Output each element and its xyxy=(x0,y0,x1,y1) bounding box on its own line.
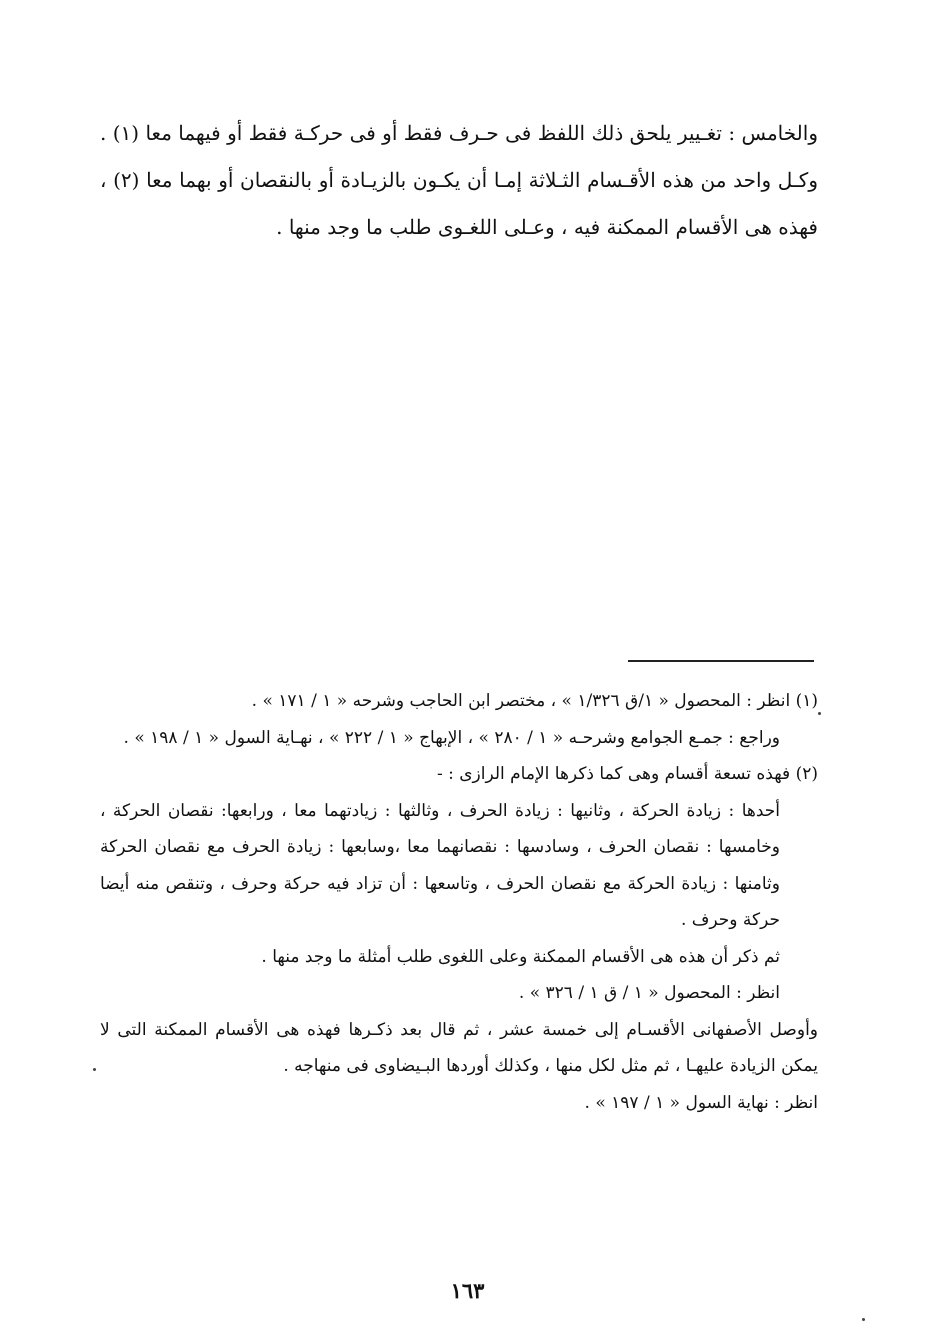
footnote-2-categories: أحدها : زيادة الحركة ، وثانيها : زيادة الحرف ، وثالثها : زيادتهما معا ، ورابعها: نقصان الحركة ، وخامسها : نقصان الحرف ، وسادسها : نقصانهما معا ،وسابعها : زيادة الحرف مع نقصان الحركة وثامنها : زيادة الحركة مع نقصان الحرف ، وتاسعها : أن تزاد فيه حركة وحرف ، وتنقص منه أيضا حركة وحرف . xyxy=(100,800,780,930)
footnote-1 xyxy=(100,683,818,756)
footnote-2 xyxy=(100,756,818,1121)
main-text xyxy=(100,110,818,251)
footnote-2-line: (٢) فهذه تسعة أقسام وهى كما ذكرها الإمام الرازى : - xyxy=(436,764,818,784)
footnote-2-reference: انظر : المحصول « ١ / ق ١ / ٣٢٦ » . xyxy=(518,983,780,1003)
footnote-2-remark: ثم ذكر أن هذه هى الأقسام الممكنة وعلى اللغوى طلب أمثلة ما وجد منها . xyxy=(261,946,780,967)
scan-speck xyxy=(818,712,821,715)
page-number: ١٦٣ xyxy=(450,1278,485,1303)
footnotes xyxy=(100,683,818,1121)
footnote-2-final-reference: انظر : نهاية السول « ١ / ١٩٧ » . xyxy=(584,1092,818,1113)
footnote-2-isfahani: وأوصل الأصفهانى الأقسـام إلى خمسة عشر ، ثم قال بعد ذكـرها فهذه هى الأقسام الممكنة التى لا يمكن الزيادة عليهـا ، ثم مثل لكل منها ، وكذلك أوردها البـيضاوى فى منهاجه . xyxy=(100,1019,818,1076)
footnote-1-line: (١) انظر : المحصول « ١/ق ١/٣٢٦ » ، مختصر ابن الحاجب وشرحه « ١ / ١٧١ » . xyxy=(251,691,818,711)
footnote-1-continuation: وراجع : جمـع الجوامع وشرحـه « ١ / ٢٨٠ » ، الإبهاج « ١ / ٢٢٢ » ، نهـاية السول « ١ / ١٩٨ » . xyxy=(123,727,780,748)
scan-speck xyxy=(93,1068,96,1071)
scan-speck xyxy=(862,1318,865,1321)
main-paragraph: والخامس : تغـيير يلحق ذلك اللفظ فى حـرف فقط أو فى حركـة فقط أو فيهما معا (١) . وكـل واحد من هذه الأقـسام الثـلاثة إمـا أن يكـون بالزيـادة أو بالنقصان أو بهما معا (٢) ، فهذه هى الأقسام الممكنة فيه ، وعـلى اللغـوى طلب ما وجد منها . xyxy=(100,121,818,239)
footnote-separator xyxy=(628,660,814,662)
